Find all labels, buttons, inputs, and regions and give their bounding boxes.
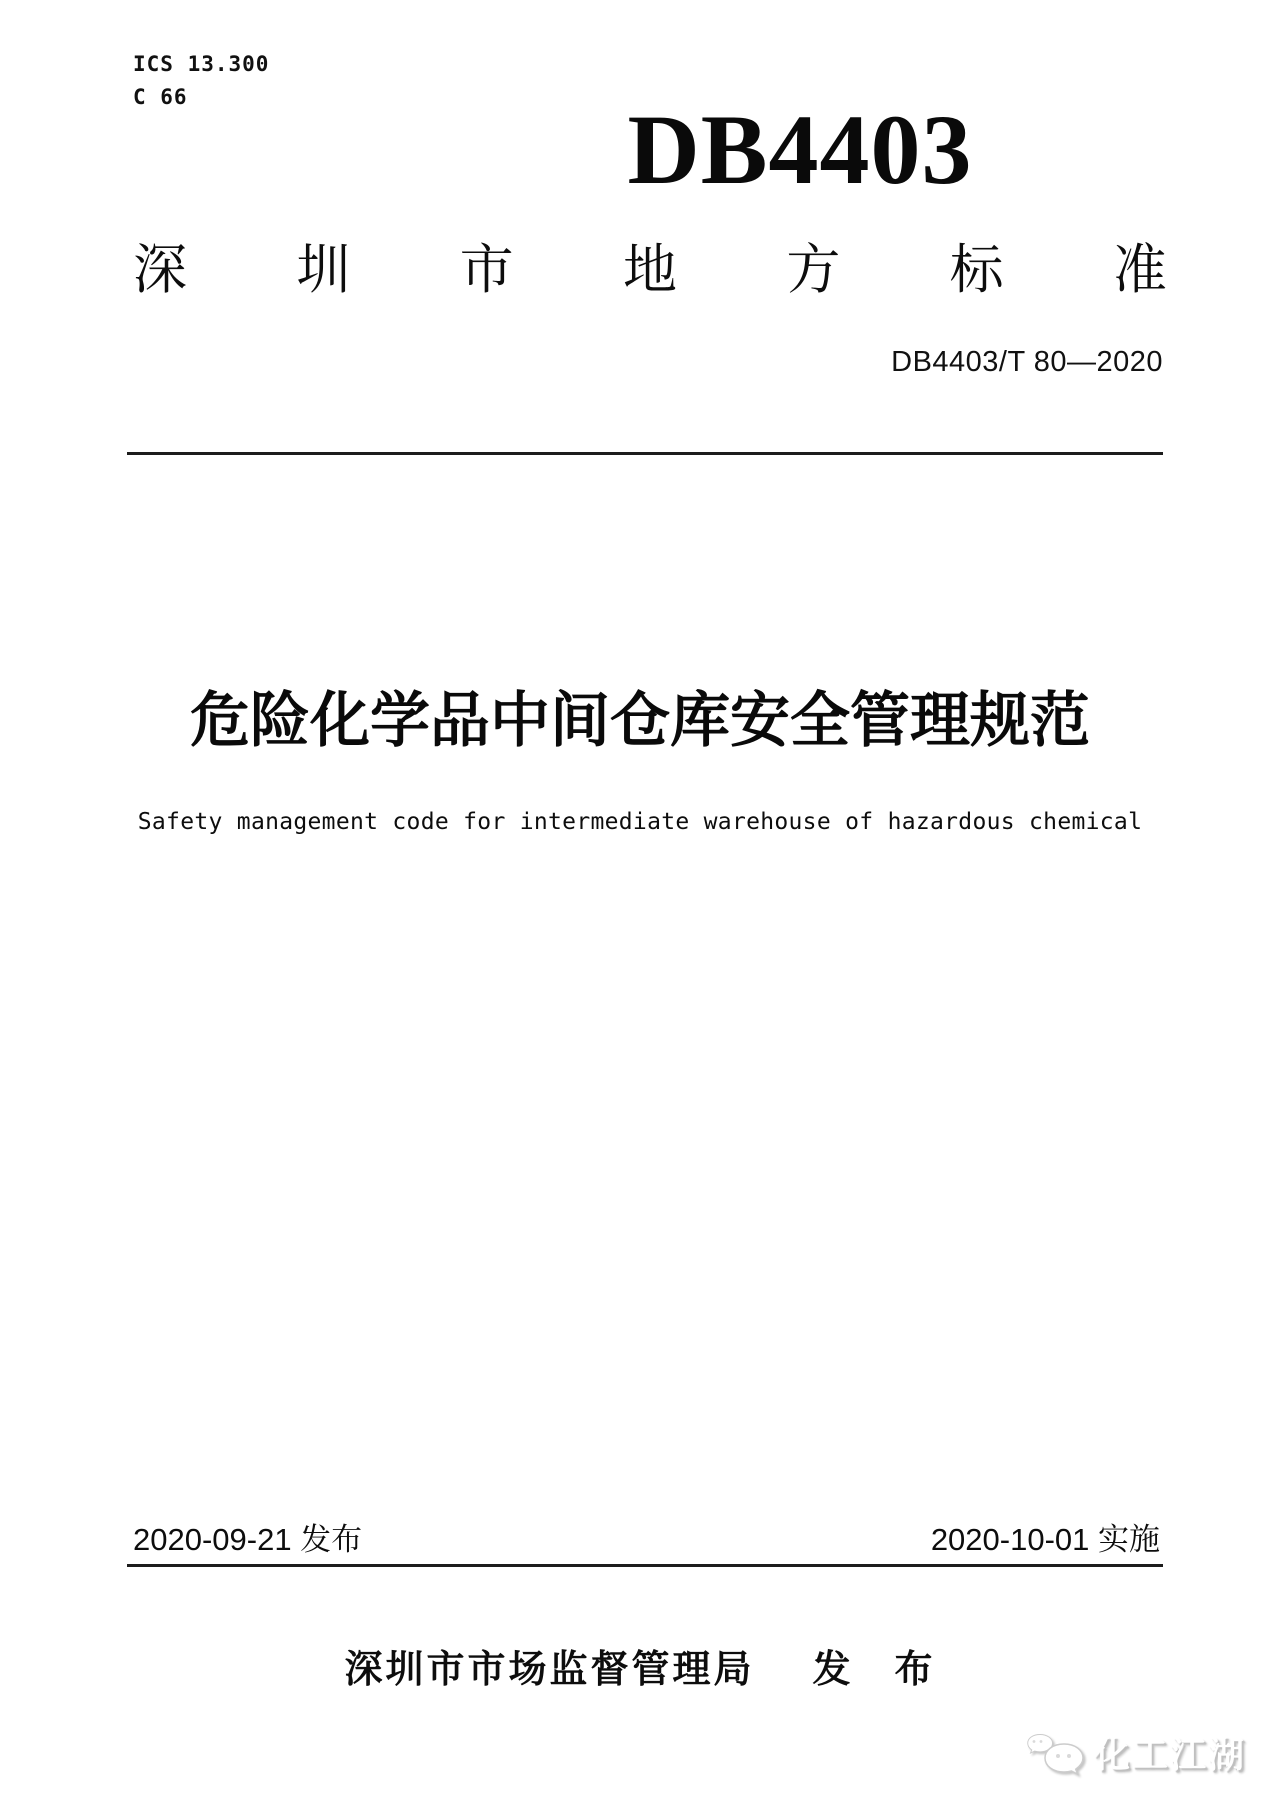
header-rule: [127, 452, 1163, 455]
type-char: 市: [459, 240, 514, 300]
type-char: 地: [622, 240, 677, 300]
watermark-text: 化工江湖: [1093, 1734, 1246, 1775]
publisher-name: 深圳市市场监督管理局: [344, 1649, 755, 1691]
standard-type-title: [133, 240, 1167, 300]
document-title-zh: 危险化学品中间仓库安全管理规范: [190, 687, 1090, 754]
wechat-icon: [1024, 1732, 1086, 1778]
type-char: 标: [949, 240, 1004, 300]
dates-row: [133, 1522, 1160, 1558]
publisher-row: [0, 1648, 1280, 1692]
implementation-date: 2020-10-01 实施: [930, 1522, 1160, 1557]
standard-logo: DB4403: [627, 94, 973, 205]
type-char: 深: [133, 240, 187, 300]
issue-date: 2020-09-21 发布: [133, 1522, 363, 1557]
footer-rule: [127, 1564, 1163, 1567]
doc-class-code: C 66: [133, 85, 188, 109]
type-char: 方: [786, 240, 841, 300]
ics-code: ICS 13.300: [133, 52, 270, 76]
document-title-en: Safety management code for intermediate warehouse of hazardous chemical: [137, 809, 1143, 835]
standard-number: DB4403/T 80—2020: [891, 346, 1163, 378]
release-label: 发 布: [812, 1649, 936, 1691]
type-char: 准: [1112, 240, 1167, 300]
type-char: 圳: [296, 240, 351, 300]
watermark: [1024, 1732, 1246, 1778]
